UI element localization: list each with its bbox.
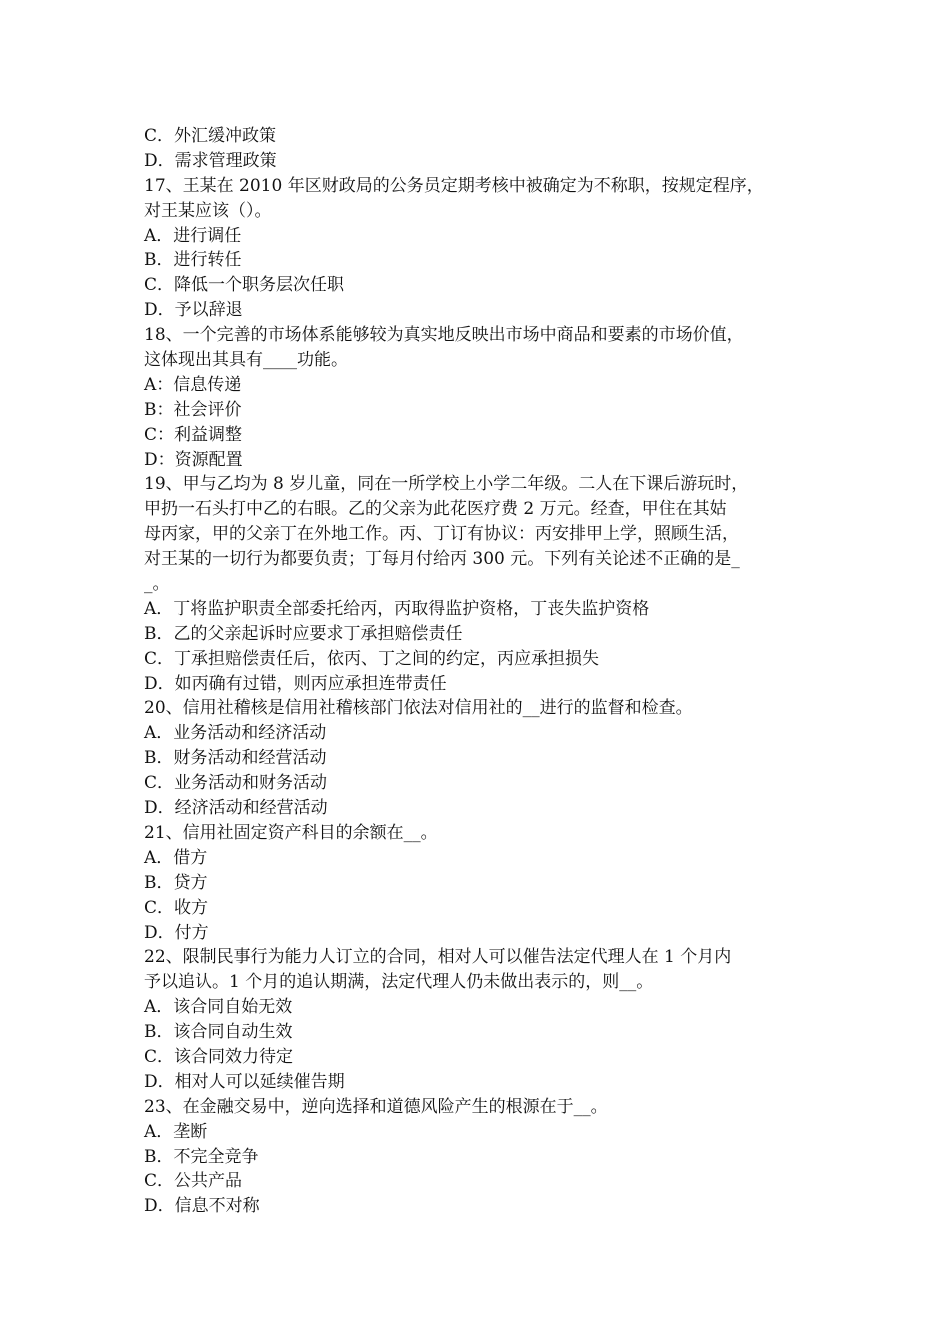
option-18a: A：信息传递 — [144, 374, 242, 395]
option-22c: C．该合同效力待定 — [144, 1046, 294, 1067]
question-22-line-1: 22、限制民事行为能力人订立的合同，相对人可以催告法定代理人在 1 个月内 — [144, 947, 732, 968]
option-23b: B．不完全竞争 — [144, 1146, 259, 1167]
option-17b: B．进行转任 — [144, 250, 242, 271]
option-21b: B．贷方 — [144, 872, 208, 893]
option-21d: D．付方 — [144, 922, 209, 943]
option-17a: A．进行调任 — [144, 225, 242, 246]
option-21a: A．借方 — [144, 847, 208, 868]
question-18-line-1: 18、一个完善的市场体系能够较为真实地反映出市场中商品和要素的市场价值， — [144, 325, 744, 346]
question-20: 20、信用社稽核是信用社稽核部门依法对信用社的__进行的监督和检查。 — [144, 698, 693, 719]
option-19b: B．乙的父亲起诉时应要求丁承担赔偿责任 — [144, 623, 463, 644]
option-17c: C．降低一个职务层次任职 — [144, 275, 345, 296]
question-19-line-1: 19、甲与乙均为 8 岁儿童，同在一所学校上小学二年级。二人在下课后游玩时， — [144, 474, 749, 495]
option-22b: B．该合同自动生效 — [144, 1022, 293, 1043]
question-23: 23、在金融交易中，逆向选择和道德风险产生的根源在于__。 — [144, 1096, 608, 1117]
question-19-line-4: 对王某的一切行为都要负责；丁每月付给丙 300 元。下列有关论述不正确的是_ — [144, 549, 740, 570]
option-18c: C：利益调整 — [144, 424, 243, 445]
option-19d: D．如丙确有过错，则丙应承担连带责任 — [144, 673, 447, 694]
option-23a: A．垄断 — [144, 1121, 208, 1142]
option-22d: D．相对人可以延续催告期 — [144, 1071, 345, 1092]
option-18b: B：社会评价 — [144, 399, 242, 420]
document-body — [144, 124, 824, 1219]
option-16d: D．需求管理政策 — [144, 150, 277, 171]
option-23c: C．公共产品 — [144, 1171, 243, 1192]
option-20d: D．经济活动和经营活动 — [144, 798, 328, 819]
option-22a: A．该合同自始无效 — [144, 997, 293, 1018]
option-21c: C．收方 — [144, 897, 209, 918]
option-20c: C．业务活动和财务活动 — [144, 773, 328, 794]
question-19-line-5: _。 — [144, 574, 170, 595]
option-20a: A．业务活动和经济活动 — [144, 723, 327, 744]
question-19-line-3: 母丙家，甲的父亲丁在外地工作。丙、丁订有协议：丙安排甲上学，照顾生活， — [144, 524, 739, 545]
option-16c: C．外汇缓冲政策 — [144, 126, 277, 146]
question-21: 21、信用社固定资产科目的余额在__。 — [144, 822, 438, 843]
option-17d: D．予以辞退 — [144, 300, 243, 321]
option-23d: D．信息不对称 — [144, 1196, 260, 1217]
option-19a: A．丁将监护职责全部委托给丙，丙取得监护资格，丁丧失监护资格 — [144, 598, 650, 619]
question-17-line-2: 对王某应该（）。 — [144, 200, 272, 221]
option-20b: B．财务活动和经营活动 — [144, 748, 327, 769]
option-18d: D：资源配置 — [144, 449, 243, 470]
question-18-line-2: 这体现出其具有____功能。 — [144, 350, 348, 371]
option-19c: C．丁承担赔偿责任后，依丙、丁之间的约定，丙应承担损失 — [144, 648, 600, 669]
question-17-line-1: 17、王某在 2010 年区财政局的公务员定期考核中被确定为不称职，按规定程序， — [144, 175, 764, 196]
question-22-line-2: 予以追认。1 个月的追认期满，法定代理人仍未做出表示的，则__。 — [144, 972, 654, 993]
question-19-line-2: 甲扔一石头打中乙的右眼。乙的父亲为此花医疗费 2 万元。经查，甲住在其姑 — [144, 499, 727, 520]
